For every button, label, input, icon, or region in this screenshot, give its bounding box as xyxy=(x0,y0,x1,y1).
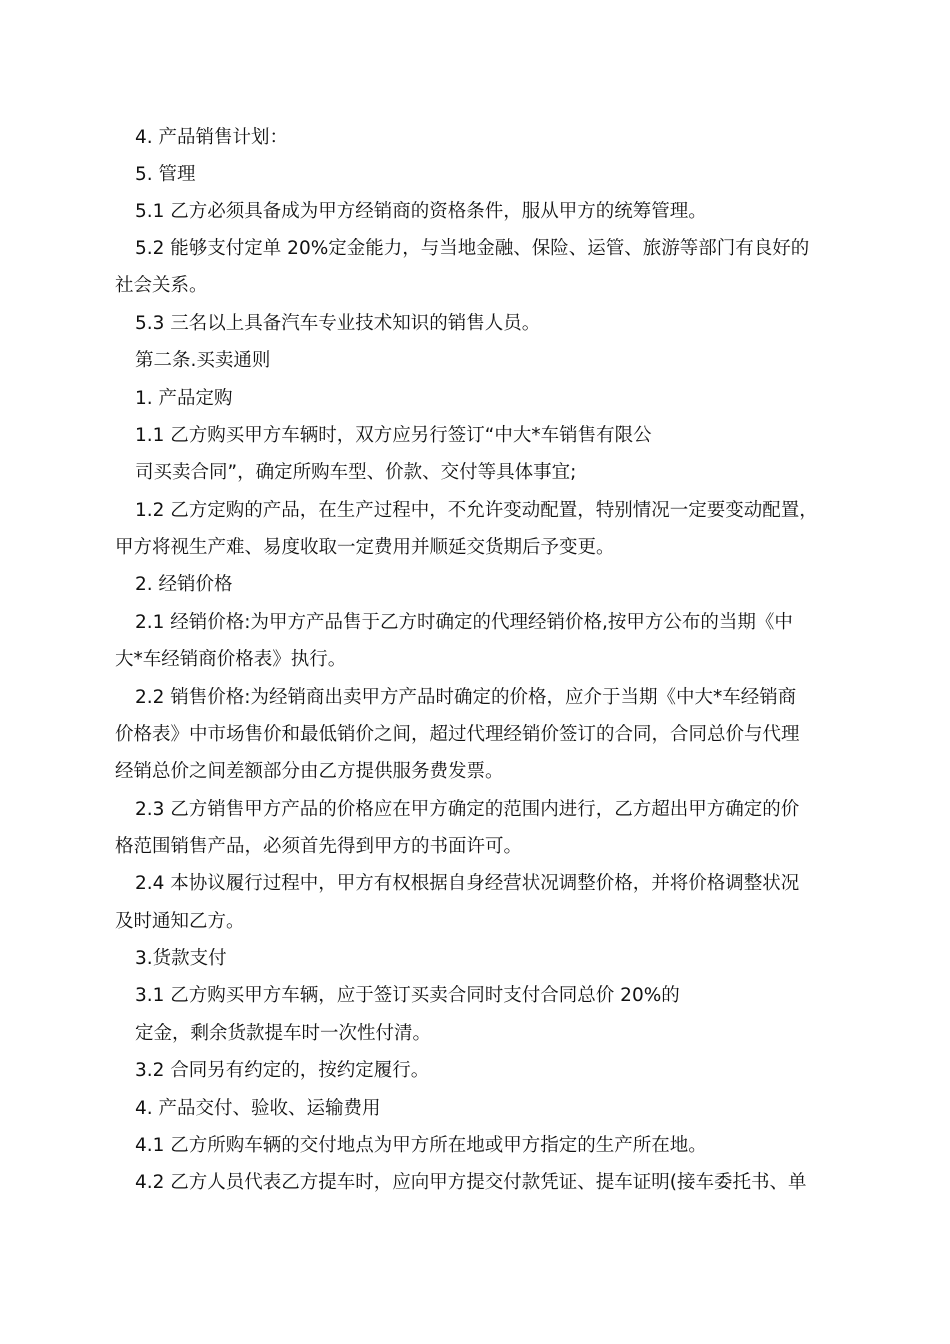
text-line: 3.1 乙方购买甲方车辆，应于签订买卖合同时支付合同总价 20%的 xyxy=(135,985,680,1006)
text-line: 2.4 本协议履行过程中，甲方有权根据自身经营状况调整价格，并将价格调整状况 xyxy=(135,873,800,894)
text-line: 经销总价之间差额部分由乙方提供服务费发票。 xyxy=(115,761,504,782)
text-line: 4. 产品交付、验收、运输费用 xyxy=(135,1098,381,1119)
text-line: 5.3 三名以上具备汽车专业技术知识的销售人员。 xyxy=(135,313,541,334)
text-line: 4.1 乙方所购车辆的交付地点为甲方所在地或甲方指定的生产所在地。 xyxy=(135,1135,707,1156)
text-line: 1. 产品定购 xyxy=(135,388,233,409)
text-line: 社会关系。 xyxy=(115,275,208,296)
text-line: 4.2 乙方人员代表乙方提车时，应向甲方提交付款凭证、提车证明(接车委托书、单 xyxy=(135,1172,807,1193)
text-line: 2.2 销售价格:为经销商出卖甲方产品时确定的价格，应介于当期《中大*车经销商 xyxy=(135,687,797,708)
text-line: 及时通知乙方。 xyxy=(115,911,245,932)
text-line: 甲方将视生产难、易度收取一定费用并顺延交货期后予变更。 xyxy=(115,537,615,558)
text-line: 2. 经销价格 xyxy=(135,574,233,595)
text-line: 5.1 乙方必须具备成为甲方经销商的资格条件，服从甲方的统筹管理。 xyxy=(135,201,707,222)
text-line: 1.2 乙方定购的产品，在生产过程中，不允许变动配置，特别情况一定要变动配置， xyxy=(135,500,818,521)
text-line: 3.货款支付 xyxy=(135,948,227,969)
text-line: 司买卖合同”，确定所购车型、价款、交付等具体事宜; xyxy=(135,462,577,483)
text-line: 大*车经销商价格表》执行。 xyxy=(115,649,347,670)
text-line: 格范围销售产品，必须首先得到甲方的书面许可。 xyxy=(115,836,523,857)
text-line: 2.1 经销价格:为甲方产品售于乙方时确定的代理经销价格,按甲方公布的当期《中 xyxy=(135,612,793,633)
text-line: 5.2 能够支付定单 20%定金能力，与当地金融、保险、运管、旅游等部门有良好的 xyxy=(135,238,810,259)
text-line: 2.3 乙方销售甲方产品的价格应在甲方确定的范围内进行，乙方超出甲方确定的价 xyxy=(135,799,800,820)
section-heading: 第二条.买卖通则 xyxy=(135,350,271,371)
text-line: 3.2 合同另有约定的，按约定履行。 xyxy=(135,1060,430,1081)
text-line: 4. 产品销售计划： xyxy=(135,127,289,148)
text-line: 定金，剩余货款提车时一次性付清。 xyxy=(135,1023,432,1044)
text-line: 5. 管理 xyxy=(135,164,196,185)
text-line: 1.1 乙方购买甲方车辆时，双方应另行签订“中大*车销售有限公 xyxy=(135,425,652,446)
text-line: 价格表》中市场售价和最低销价之间，超过代理经销价签订的合同，合同总价与代理 xyxy=(115,724,800,745)
